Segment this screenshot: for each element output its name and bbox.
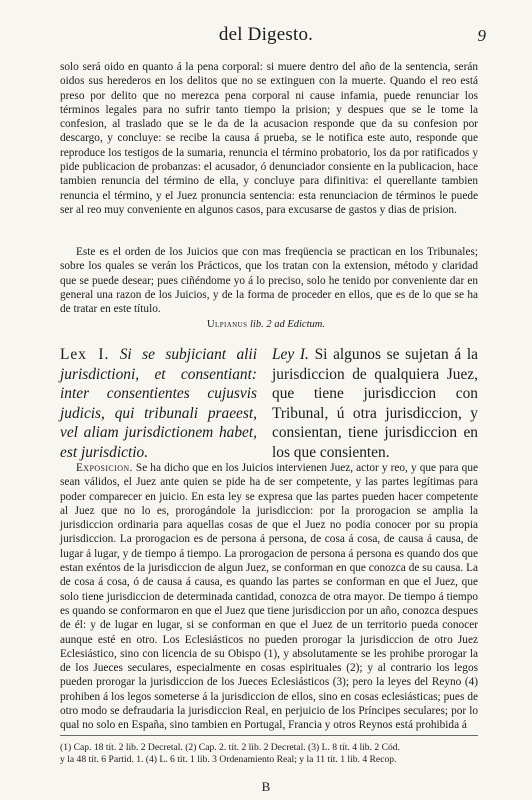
- exposition-text: Se ha dicho que en los Juicios intervienen Juez, actor y reo, y que para que sean válidos, el Juez ante quien se pide ha de ser competente, y las partes legítimas para poder comparecer en juicio. En esta ley se expresa que las partes pueden hacer competente al Juez que no lo es, prorogándole la jurisdiccion: por la prorogacion se amplia la jurisdiccion ordinaria para aquellas cosas de que el Juez no podia conocer por su propia jurisdiccion. La prorogacion es de persona á persona, de cosa á cosa, de causa á causa, de lugar á lugar, y de tiempo á tiempo. La prorogacion de persona á persona es quando dos que estan exéntos de la jurisdiccion de algun Juez, se conforman en que conozca de su causa. La de cosa á cosa, ó de causa á causa, es quando las partes se conforman en que el Juez, que solo tiene jurisdiccion de determinada cantidad, conozca de otra mayor. De tiempo á tiempo es quando se conformaron en que el Juez que tiene jurisdiccion por un año, conozca despues de él: y de lugar en lugar, si se conforman en que el Juez de un territorio pueda conocer aunque esté en otro. Los Eclesiásticos no pueden prorogar la jurisdiccion de otro Juez Eclesiástico, sino con licencia de su Obispo (1), y absolutamente se les prohibe prorogar la de los Jueces seculares, especialmente en cosas espirituales (2); y al contrario los legos pueden prorogar la jurisdiccion de los Jueces Eclesiásticos (3); pero la leyes del Reyno (4) prohiben á los legos someterse á la jurisdiccion de ellos, sino en cosas eclesiásticas; pues de otro modo se defraudaria la jurisdiccion Real, en perjuicio de los Príncipes seculares; por lo qual no solo en España, sino tambien en Portugal, Francia y otros Reynos está prohibida á: [60, 462, 478, 732]
- running-head: [0, 24, 532, 48]
- paragraph-order-of-trials: Este es el orden de los Juicios que con mas freqüencia se practican en los Tribunales; sobre los quales se verán los Prácticos, que los tratan con la extension, método y claridad que se puede desear; pues ciñéndome yo á lo preciso, solo he tenido por conveniente dar en general una razon de los Juicios, y de la forma de proceder en ellos, que es de lo que se ha de tratar en este título.: [60, 246, 478, 316]
- citation-author: Ulpianus: [207, 319, 248, 330]
- spanish-law-text: Si algunos se sujetan á la jurisdiccion de qualquiera Juez, que tiene jurisdiccion con Tribunal, ú otra jurisdiccion, y consientan, tiene jurisdiccion en los que consienten.: [272, 346, 478, 461]
- footnote-line: (1) Cap. 18 tít. 2 lib. 2 Decretal. (2) Cap. 2. tít. 2 lib. 2 Decretal. (3) L. 8 tít. 4 lib. 2 Cód.: [60, 742, 400, 753]
- latin-law-text: Si se subjiciant alii jurisdictioni, et consentiant: inter consentientes cujusvis judicis, qui tribunali praeest, vel aliam jurisdictionem habet, est jurisdictio.: [60, 346, 257, 461]
- footnote-line: y la 48 tít. 6 Partid. 1. (4) L. 6 tít. 1 lib. 3 Ordenamiento Real; y la 11 tít. 1 lib. 4 Recop.: [60, 754, 397, 766]
- spanish-law-column: [272, 345, 478, 463]
- exposition-label: Exposicion.: [76, 462, 133, 474]
- paragraph-procedure: solo será oido en quanto á la pena corporal: si muere dentro del año de la sentencia, serán oidos sus herederos en los delitos que no se extinguen con la muerte. Quando el reo está preso por delito que no merezca pena corporal ni cause infamia, puede renunciar los términos legales para no sufrir tanto tiempo la prision; y despues que se le tome la confesion, al traslado que se le da de la acusacion responde que da su confesion por descargo, y concluye: se recibe la causa á prueba, se le notifica este auto, responde que reproduce los testigos de la sumaria, renuncia el término probatorio, los da por ratificados y pide publicacion de probanzas: el acusador, ó denunciador consiente en la publicacion, hace tambien renuncia del término de ella, y concluye para difinitiva: el querellante tambien renuncia el término, y el Juez pronuncia sentencia: esta renunciacion de términos le puede ser al reo muy conveniente en algunos casos, para excusarse de gastos y dias de prision.: [60, 61, 478, 216]
- printer-signature-mark: B: [261, 779, 271, 794]
- footnotes: [60, 742, 478, 767]
- running-title: del Digesto.: [218, 24, 314, 45]
- latin-law-label: Lex I.: [60, 346, 110, 363]
- citation-work: lib. 2 ad Edictum.: [250, 319, 325, 330]
- footnote-divider: [60, 735, 478, 736]
- exposition-paragraph: [60, 461, 478, 733]
- latin-law-column: [60, 345, 257, 463]
- page-number: 9: [477, 26, 486, 45]
- spanish-law-label: Ley I.: [272, 346, 309, 363]
- source-citation: [0, 319, 532, 330]
